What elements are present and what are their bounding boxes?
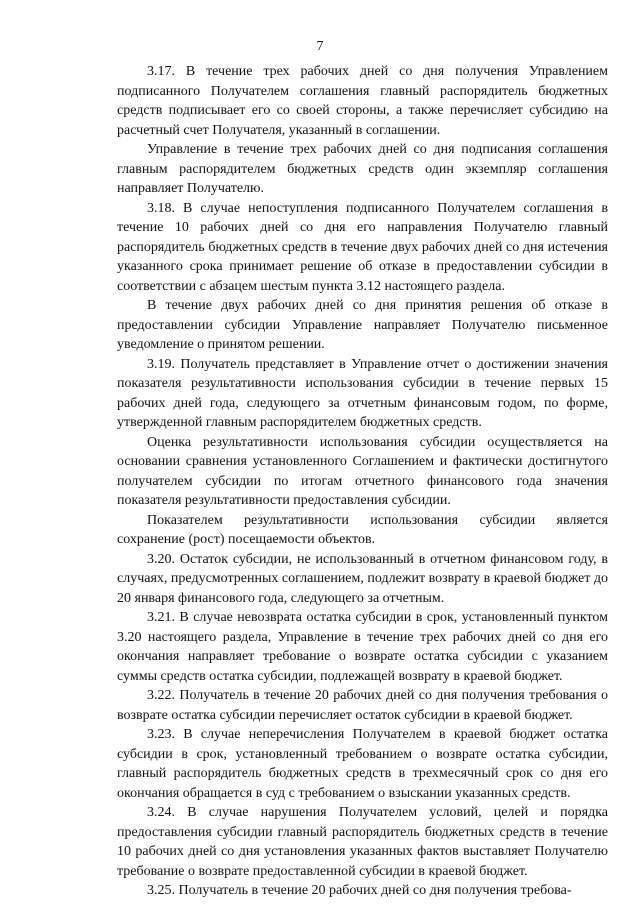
paragraph-3-17: 3.17. В течение трех рабочих дней со дня получения Управлением подписанного Получателем соглашения главный распорядитель бюджетных средств подписывает его со своей стороны, а также перечисляет субсидию на расчетный счет Получателя, указанный в соглашении. <box>117 64 608 138</box>
paragraph-3-20: 3.20. Остаток субсидии, не использованный в отчетном финансовом году, в случаях, предусмотренных соглашением, подлежит возврату в краевой бюджет до 20 января финансового года, следующего за отчетным. <box>117 551 608 606</box>
paragraph-3-23: 3.23. В случае неперечисления Получателем в краевой бюджет остатка субсидии в срок, установленный требованием о возврате остатка субсидии, главный распорядитель бюджетных средств в трехмесячный срок со дня его окончания обращается в суд с требованием о взыскании указанных средств. <box>117 727 608 801</box>
paragraph-3-22: 3.22. Получатель в течение 20 рабочих дней со дня получения требования о возврате остатка субсидии перечисляет остаток субсидии в краевой бюджет. <box>117 688 608 723</box>
paragraph-3-18: 3.18. В случае непоступления подписанного Получателем соглашения в течение 10 рабочих дней со дня его направления Получателю главный распорядитель бюджетных средств в течение двух рабочих дней со дня истечения указанного срока принимает решение об отказе в предоставлении субсидии в соответствии с абзацем шестым пункта 3.12 настоящего раздела. <box>117 200 608 294</box>
paragraph-3-19-assessment: Оценка результативности использования субсидии осуществляется на основании сравнения установленного Соглашением и фактически достигнутого получателем субсидии по итогам отчетного финансового года значения показателя результативности предоставления субсидии. <box>117 434 608 508</box>
paragraph-3-17-signing: Управление в течение трех рабочих дней со дня подписания соглашения главным распорядителем бюджетных средств один экземпляр соглашения направляет Получателю. <box>117 142 608 196</box>
page-number: 7 <box>316 39 324 54</box>
paragraph-3-21: 3.21. В случае невозврата остатка субсидии в срок, установленный пунктом 3.20 настоящего раздела, Управление в течение трех рабочих дней со дня его окончания направляет требование о возврате остатка субсидии с указанием суммы средств остатка субсидии, подлежащей возврату в краевой бюджет. <box>117 610 608 684</box>
document-body <box>117 62 608 901</box>
paragraph-3-25: 3.25. Получатель в течение 20 рабочих дней со дня получения требова- <box>147 883 572 898</box>
paragraph-3-24: 3.24. В случае нарушения Получателем условий, целей и порядка предоставления субсидии главный распорядитель бюджетных средств в течение 10 рабочих дней со дня установления указанных фактов выставляет Получателю требование о возврате предоставленной субсидии в краевой бюджет. <box>117 805 608 879</box>
paragraph-3-19: 3.19. Получатель представляет в Управление отчет о достижении значения показателя результативности использования субсидии в течение первых 15 рабочих дней года, следующего за отчетным финансовым годом, по форме, утвержденной главным распорядителем бюджетных средств. <box>117 356 608 430</box>
paragraph-3-18-notice: В течение двух рабочих дней со дня принятия решения об отказе в предоставлении субсидии Управление направляет Получателю письменное уведомление о принятом решении. <box>117 298 608 352</box>
paragraph-3-19-indicator: Показателем результативности использования субсидии является сохранение (рост) посещаемости объектов. <box>117 512 608 547</box>
